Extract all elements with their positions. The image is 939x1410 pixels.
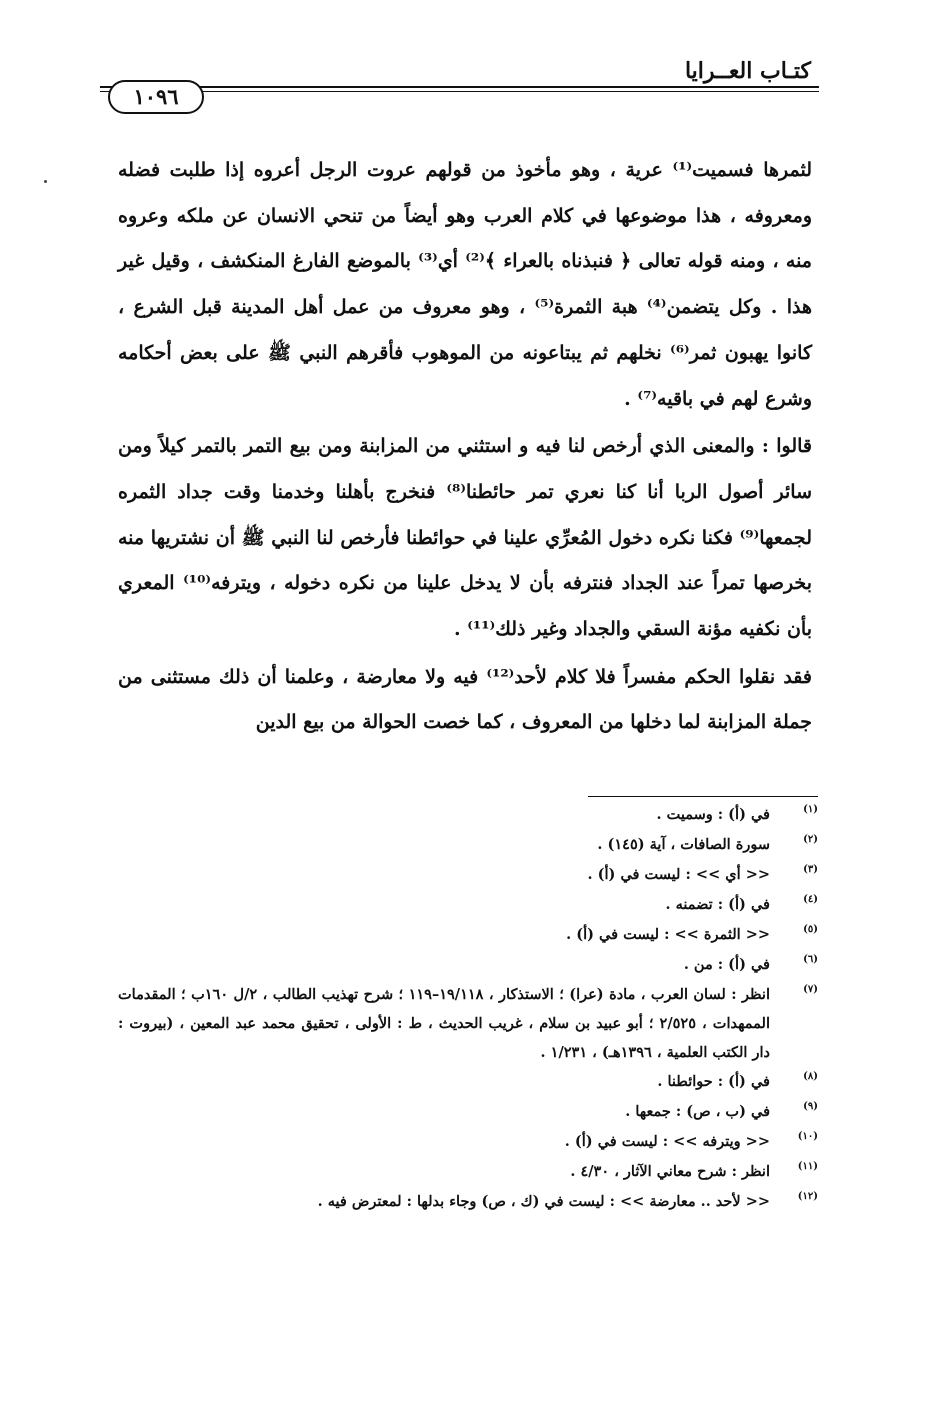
footnote-item bbox=[118, 980, 818, 1067]
footnote-number: (٦) bbox=[803, 954, 818, 965]
footnote-item bbox=[118, 1097, 818, 1127]
footnote-text: << أي >> : ليست في (أ) . bbox=[587, 866, 770, 883]
footnote-number: (١١) bbox=[797, 1161, 818, 1172]
footnote-text: في (أ) : من . bbox=[683, 956, 770, 973]
footnote-text: سورة الصافات ، آية (١٤٥) . bbox=[597, 836, 770, 853]
footnote-number: (١) bbox=[803, 804, 818, 815]
footnote-number: (٨) bbox=[803, 1071, 818, 1082]
footnote-number: (٥) bbox=[803, 924, 818, 935]
footnote-number: (١٢) bbox=[797, 1191, 818, 1202]
footnote-text: << ويترفه >> : ليست في (أ) . bbox=[564, 1133, 770, 1150]
paragraph-2: قالوا : والمعنى الذي أرخص لنا فيه و استثني من المزابنة ومن بيع التمر بالتمر كيلاً ومن سائر أصول الربا أنا كنا نعري تمر حائطنا⁽⁸⁾ فنخرج بأهلنا وخدمنا وقت جداد الثمره لجمعها⁽⁹⁾ فكنا نكره دخول المُعرِّي علينا في حوائطنا فأرخص لنا النبي ﷺ أن نشتريها منه بخرصها تمراً عند الجداد فنترفه بأن لا يدخل علينا من نكره دخوله ، ويترفه⁽¹⁰⁾ المعري بأن نكفيه مؤنة السقي والجداد وغير ذلك⁽¹¹⁾ . bbox=[118, 435, 812, 641]
footnote-item bbox=[118, 890, 818, 920]
footnote-item bbox=[118, 830, 818, 860]
footnote-separator bbox=[588, 796, 818, 797]
footnote-number: (٣) bbox=[803, 864, 818, 875]
footnote-item bbox=[118, 1187, 818, 1217]
footnote-text: في (أ) : تضمنه . bbox=[665, 896, 770, 913]
footnotes bbox=[118, 800, 818, 1217]
footnote-text: انظر : لسان العرب ، مادة (عرا) ؛ الاستذكار ، ١٩/١١٨–١١٩ ؛ شرح تهذيب الطالب ، ٢/ل ١٦٠ب ؛ المقدمات الممهدات ، ٢/٥٢٥ ؛ أبو عبيد بن سلام ، غريب الحديث ، ط : الأولى ، تحقيق محمد عبد المعين ، (بيروت : دار الكتب العلمية ، ١٣٩٦هـ) ، ١/٢٣١ . bbox=[118, 986, 770, 1061]
footnote-number: (١٠) bbox=[797, 1131, 818, 1142]
footnote-item bbox=[118, 920, 818, 950]
footnote-text: << الثمرة >> : ليست في (أ) . bbox=[566, 926, 770, 943]
footnote-number: (٩) bbox=[803, 1101, 818, 1112]
header-rule-thin bbox=[100, 91, 819, 92]
book-title: كتـاب العــرايا bbox=[684, 58, 811, 84]
page-number: ١٠٩٦ bbox=[108, 80, 204, 114]
footnote-text: في (أ) : حوائطنا . bbox=[657, 1073, 770, 1090]
scan-speck bbox=[44, 180, 47, 183]
footnote-item bbox=[118, 860, 818, 890]
footnote-item bbox=[118, 1067, 818, 1097]
paragraph-3: فقد نقلوا الحكم مفسراً فلا كلام لأحد⁽¹²⁾ فيه ولا معارضة ، وعلمنا أن ذلك مستثنى من جملة المزابنة لما دخلها من المعروف ، كما خصت الحوالة من بيع الدين bbox=[118, 665, 812, 734]
main-text bbox=[118, 148, 812, 746]
footnote-text: انظر : شرح معاني الآثار ، ٤/٣٠ . bbox=[570, 1163, 770, 1180]
paragraph-1: لثمرها فسميت⁽¹⁾ عرية ، وهو مأخوذ من قولهم عروت الرجل أعروه إذا طلبت فضله ومعروفه ، هذا موضوعها في كلام العرب وهو أيضاً من تنحي الانسان عن ملكه وعروه منه ، ومنه قوله تعالى ﴿ فنبذناه بالعراء ﴾⁽²⁾ أي⁽³⁾ بالموضع الفارغ المنكشف ، وقيل غير هذا . وكل يتضمن⁽⁴⁾ هبة الثمرة⁽⁵⁾ ، وهو معروف من عمل أهل المدينة قبل الشرع ، كانوا يهبون ثمر⁽⁶⁾ نخلهم ثم يبتاعونه من الموهوب فأقرهم النبي ﷺ على بعض أحكامه وشرع لهم في باقيه⁽⁷⁾ . bbox=[118, 159, 812, 410]
header-rule bbox=[100, 86, 819, 88]
footnote-item bbox=[118, 950, 818, 980]
footnote-text: << لأحد .. معارضة >> : ليست في (ك ، ص) وجاء بدلها : لمعترض فيه . bbox=[317, 1193, 770, 1210]
footnote-text: في (أ) : وسميت . bbox=[656, 806, 770, 823]
footnote-number: (٢) bbox=[803, 834, 818, 845]
footnote-text: في (ب ، ص) : جمعها . bbox=[625, 1103, 770, 1120]
footnote-item bbox=[118, 1157, 818, 1187]
footnote-item bbox=[118, 800, 818, 830]
footnote-number: (٤) bbox=[803, 894, 818, 905]
footnote-number: (٧) bbox=[803, 984, 818, 995]
footnote-item bbox=[118, 1127, 818, 1157]
